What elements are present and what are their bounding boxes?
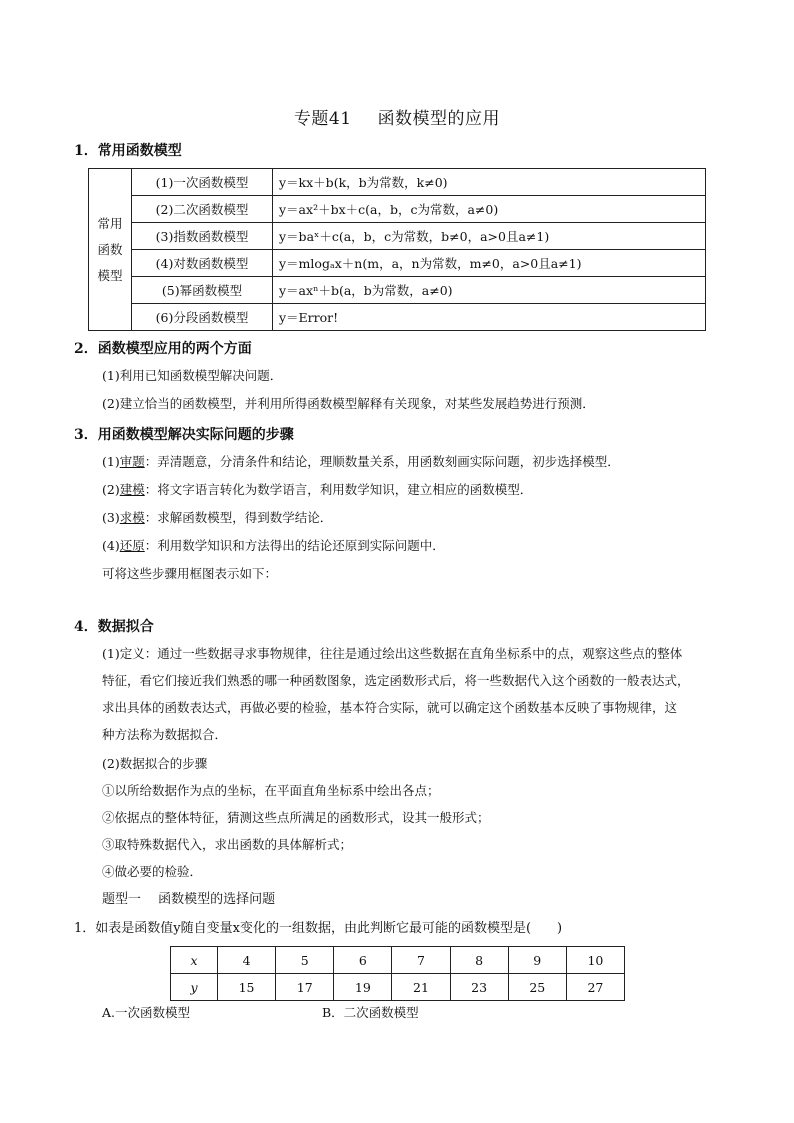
title-topic: 专题41 xyxy=(293,109,352,129)
step-keyword: 建模 xyxy=(119,482,145,497)
section2-item: (2)建立恰当的函数模型，并利用所得函数模型解释有关现象，对某些发展趋势进行预测． xyxy=(102,396,595,411)
model-formula: y＝ax²＋bx＋c(a，b，c为常数，a≠0) xyxy=(273,196,706,223)
table-row xyxy=(171,974,625,1001)
model-formula: y＝kx＋b(k，b为常数，k≠0) xyxy=(273,169,706,196)
model-name: (6)分段函数模型 xyxy=(132,304,273,331)
fitting-step: ④做必要的检验． xyxy=(102,864,203,879)
fitting-steps-title: (2)数据拟合的步骤 xyxy=(102,756,208,771)
step-keyword: 还原 xyxy=(119,538,145,553)
title-name: 函数模型的应用 xyxy=(377,109,501,129)
definition-line: 求出具体的函数表达式，再做必要的检验，基本符合实际，就可以确定这个函数基本反映了事物规律，这 xyxy=(102,700,678,715)
table-cell: 25 xyxy=(508,974,566,1001)
table-cell: 17 xyxy=(276,974,334,1001)
step-keyword: 求模 xyxy=(119,510,145,525)
page-title xyxy=(0,104,794,129)
section3-note: 可将这些步骤用框图表示如下： xyxy=(102,566,278,581)
table-cell: 23 xyxy=(450,974,508,1001)
section3-heading: 3．用函数模型解决实际问题的步骤 xyxy=(74,427,294,443)
function-models-table xyxy=(88,168,706,331)
section2-heading: 2．函数模型应用的两个方面 xyxy=(74,341,252,357)
table-cell: 19 xyxy=(334,974,392,1001)
table-cell: 9 xyxy=(508,947,566,974)
definition-line: (1)定义：通过一些数据寻求事物规律，往往是通过绘出这些数据在直角坐标系中的点，观察这些点的整体 xyxy=(102,646,683,661)
type1-heading: 题型一 函数模型的选择问题 xyxy=(102,892,276,907)
section2-item: (1)利用已知函数模型解决问题． xyxy=(102,368,283,383)
model-name: (2)二次函数模型 xyxy=(132,196,273,223)
model-name: (1)一次函数模型 xyxy=(132,169,273,196)
section4-heading: 4．数据拟合 xyxy=(74,619,154,635)
fitting-step: ①以所给数据作为点的坐标，在平面直角坐标系中绘出各点； xyxy=(102,783,440,798)
fitting-step: ③取特殊数据代入，求出函数的具体解析式； xyxy=(102,837,353,852)
model-formula: y＝Error! xyxy=(273,304,706,331)
table-row xyxy=(171,947,625,974)
table-cell: 5 xyxy=(276,947,334,974)
fitting-step: ②依据点的整体特征，猜测这些点所满足的函数形式，设其一般形式； xyxy=(102,810,490,825)
model-formula: y＝mlogₐx＋n(m，a，n为常数，m≠0，a>0且a≠1) xyxy=(273,250,706,277)
question1-data-table xyxy=(170,946,625,1001)
models-side-label: 常用 函数 模型 xyxy=(89,169,132,331)
table-cell: 27 xyxy=(566,974,624,1001)
model-formula: y＝baˣ＋c(a，b，c为常数，b≠0，a>0且a≠1) xyxy=(273,223,706,250)
table-cell: 6 xyxy=(334,947,392,974)
option-a: A.一次函数模型 xyxy=(102,1005,191,1020)
x-header: x xyxy=(171,947,218,974)
section3-step: (4)还原：利用数学知识和方法得出的结论还原到实际问题中． xyxy=(102,538,445,553)
model-name: (4)对数函数模型 xyxy=(132,250,273,277)
question1-stem: 1．如表是函数值y随自变量x变化的一组数据，由此判断它最可能的函数模型是( ) xyxy=(74,921,563,936)
option-b: B．二次函数模型 xyxy=(322,1005,419,1020)
section3-step: (3)求模：求解函数模型，得到数学结论． xyxy=(102,510,333,525)
table-cell: 7 xyxy=(392,947,450,974)
table-cell: 15 xyxy=(218,974,276,1001)
section3-step: (1)审题：弄清题意，分清条件和结论，理顺数量关系，用函数刻画实际问题，初步选择模型． xyxy=(102,454,620,469)
y-header: y xyxy=(171,974,218,1001)
model-formula: y＝axⁿ＋b(a，b为常数，a≠0) xyxy=(273,277,706,304)
model-name: (3)指数函数模型 xyxy=(132,223,273,250)
definition-line: 特征，看它们接近我们熟悉的哪一种函数图象，选定函数形式后，将一些数据代入这个函数的一般表达式， xyxy=(102,673,690,688)
table-cell: 8 xyxy=(450,947,508,974)
definition-line: 种方法称为数据拟合． xyxy=(102,727,228,742)
model-name: (5)幂函数模型 xyxy=(132,277,273,304)
table-cell: 4 xyxy=(218,947,276,974)
section1-heading: 1．常用函数模型 xyxy=(74,143,182,159)
step-keyword: 审题 xyxy=(119,454,145,469)
section3-step: (2)建模：将文字语言转化为数学语言，利用数学知识，建立相应的函数模型． xyxy=(102,482,533,497)
table-cell: 21 xyxy=(392,974,450,1001)
table-cell: 10 xyxy=(566,947,624,974)
